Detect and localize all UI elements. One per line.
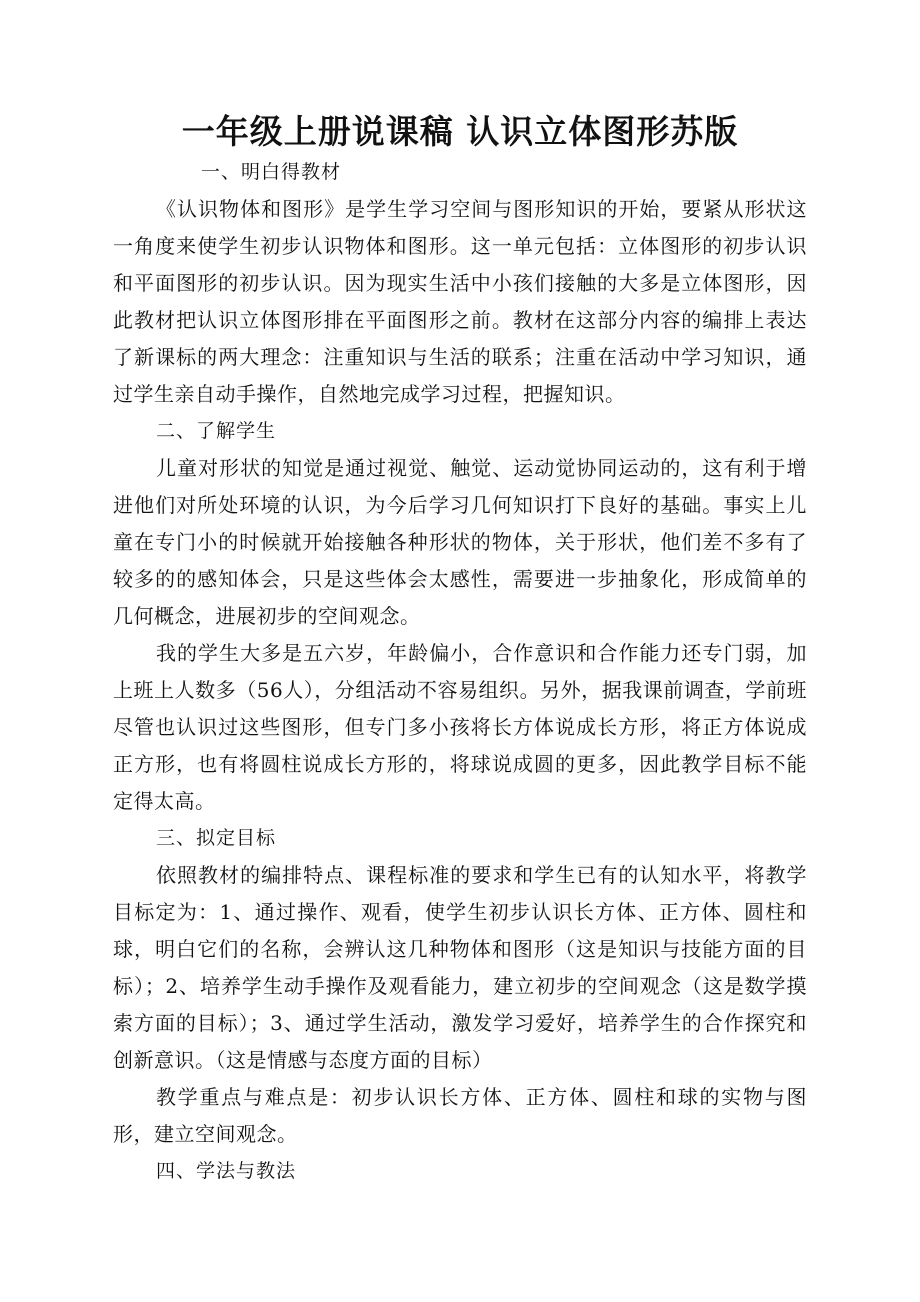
document-body — [113, 154, 807, 1190]
section-heading-3: 三、拟定目标 — [156, 827, 277, 849]
section-3-paragraph-1: 依照教材的编排特点、课程标准的要求和学生已有的认知水平，将教学目标定为：1、通过操作、观看，使学生初步认识长方体、正方体、圆柱和球，明白它们的名称，会辨认这几种物体和图形（这是知识与技能方面的目标）；2、培养学生动手操作及观看能力，建立初步的空间观念（这是数学摸索方面的目标）；3、通过学生活动，激发学习爱好，培养学生的合作探究和创新意识。（这是情感与态度方面的目标） — [113, 863, 807, 1072]
section-heading-1: 一、明白得教材 — [201, 161, 342, 183]
section-heading-4: 四、学法与教法 — [156, 1160, 297, 1182]
document-title: 一年级上册说课稿 认识立体图形苏版 — [181, 112, 739, 151]
section-heading-2: 二、了解学生 — [156, 420, 277, 442]
section-1-paragraph-1: 《认识物体和图形》是学生学习空间与图形知识的开始，要紧从形状这一角度来使学生初步认识物体和图形。这一单元包括：立体图形的初步认识和平面图形的初步认识。因为现实生活中小孩们接触的大多是立体图形，因此教材把认识立体图形排在平面图形之前。教材在这部分内容的编排上表达了新课标的两大理念：注重知识与生活的联系；注重在活动中学习知识，通过学生亲自动手操作，自然地完成学习过程，把握知识。 — [113, 197, 807, 406]
section-3-paragraph-2: 教学重点与难点是：初步认识长方体、正方体、圆柱和球的实物与图形，建立空间观念。 — [113, 1085, 807, 1146]
section-2-paragraph-1: 儿童对形状的知觉是通过视觉、触觉、运动觉协同运动的，这有利于增进他们对所处环境的认识，为今后学习几何知识打下良好的基础。事实上儿童在专门小的时候就开始接触各种形状的物体，关于形状，他们差不多有了较多的的感知体会，只是这些体会太感性，需要进一步抽象化，形成简单的几何概念，进展初步的空间观念。 — [113, 456, 807, 628]
section-2-paragraph-2: 我的学生大多是五六岁，年龄偏小，合作意识和合作能力还专门弱，加上班上人数多（56人），分组活动不容易组织。另外，据我课前调查，学前班尽管也认识过这些图形，但专门多小孩将长方体说成长方形，将正方体说成正方形，也有将圆柱说成长方形的，将球说成圆的更多，因此教学目标不能定得太高。 — [113, 641, 807, 813]
